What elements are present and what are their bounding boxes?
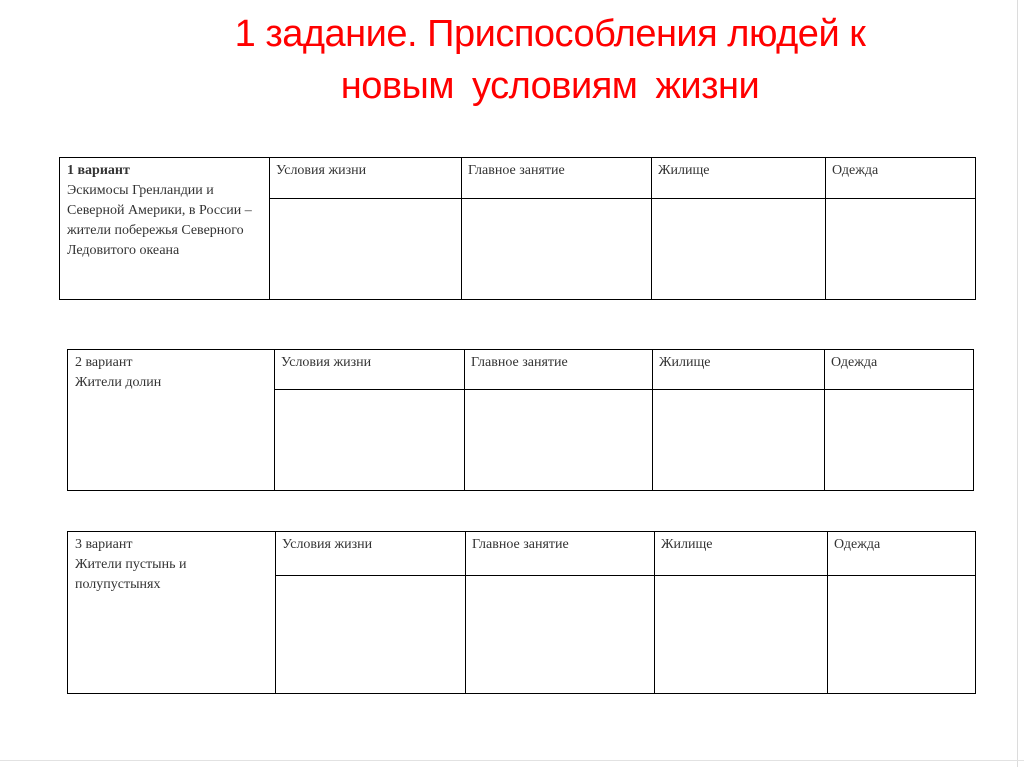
variant-3-col-main-occupation: Главное занятие bbox=[466, 532, 655, 576]
variant-3-description: Жители пустынь и полупустынях bbox=[75, 557, 187, 592]
variant-2-col-dwelling: Жилище bbox=[653, 350, 825, 390]
slide-title-line-1: 1 задание. Приспособления людей к bbox=[234, 13, 866, 55]
variant-3-answer-clothing bbox=[828, 576, 976, 694]
variant-1-answer-main-occupation bbox=[462, 199, 652, 300]
variant-1-col-clothing: Одежда bbox=[826, 158, 976, 199]
variant-1-answer-clothing bbox=[826, 199, 976, 300]
variant-1-col-dwelling: Жилище bbox=[652, 158, 826, 199]
variant-3-cell bbox=[68, 532, 276, 694]
variant-1-table bbox=[59, 157, 976, 300]
variant-3-answer-living-conditions bbox=[276, 576, 466, 694]
variant-3-table bbox=[67, 531, 976, 694]
variant-2-answer-clothing bbox=[825, 390, 974, 491]
slide-title bbox=[200, 8, 900, 112]
variant-2-label: 2 вариант bbox=[75, 355, 133, 370]
variant-3-col-clothing: Одежда bbox=[828, 532, 976, 576]
variant-2-col-living-conditions: Условия жизни bbox=[275, 350, 465, 390]
variant-2-answer-dwelling bbox=[653, 390, 825, 491]
variant-2-col-clothing: Одежда bbox=[825, 350, 974, 390]
variant-1-answer-dwelling bbox=[652, 199, 826, 300]
variant-1-description: Эскимосы Гренландии и Северной Америки, в России – жители побережья Северного Ледовитого океана bbox=[67, 183, 252, 258]
variant-3-label: 3 вариант bbox=[75, 537, 133, 552]
variant-1-cell bbox=[60, 158, 270, 300]
variant-1-header-row bbox=[60, 158, 976, 199]
slide-title-line-2: новым условиям жизни bbox=[340, 65, 760, 107]
variant-1-label: 1 вариант bbox=[67, 163, 130, 178]
variant-2-answer-main-occupation bbox=[465, 390, 653, 491]
variant-3-answer-main-occupation bbox=[466, 576, 655, 694]
variant-2-description: Жители долин bbox=[75, 375, 162, 390]
variant-2-table bbox=[67, 349, 974, 491]
variant-2-answer-living-conditions bbox=[275, 390, 465, 491]
variant-2-cell bbox=[68, 350, 275, 491]
variant-1-col-main-occupation: Главное занятие bbox=[462, 158, 652, 199]
variant-2-header-row bbox=[68, 350, 974, 390]
variant-3-header-row bbox=[68, 532, 976, 576]
variant-2-col-main-occupation: Главное занятие bbox=[465, 350, 653, 390]
variant-1-col-living-conditions: Условия жизни bbox=[270, 158, 462, 199]
variant-1-answer-living-conditions bbox=[270, 199, 462, 300]
slide-edge-right bbox=[1017, 0, 1018, 767]
variant-3-answer-dwelling bbox=[655, 576, 828, 694]
variant-3-col-dwelling: Жилище bbox=[655, 532, 828, 576]
slide-edge-bottom bbox=[0, 760, 1024, 761]
variant-3-col-living-conditions: Условия жизни bbox=[276, 532, 466, 576]
